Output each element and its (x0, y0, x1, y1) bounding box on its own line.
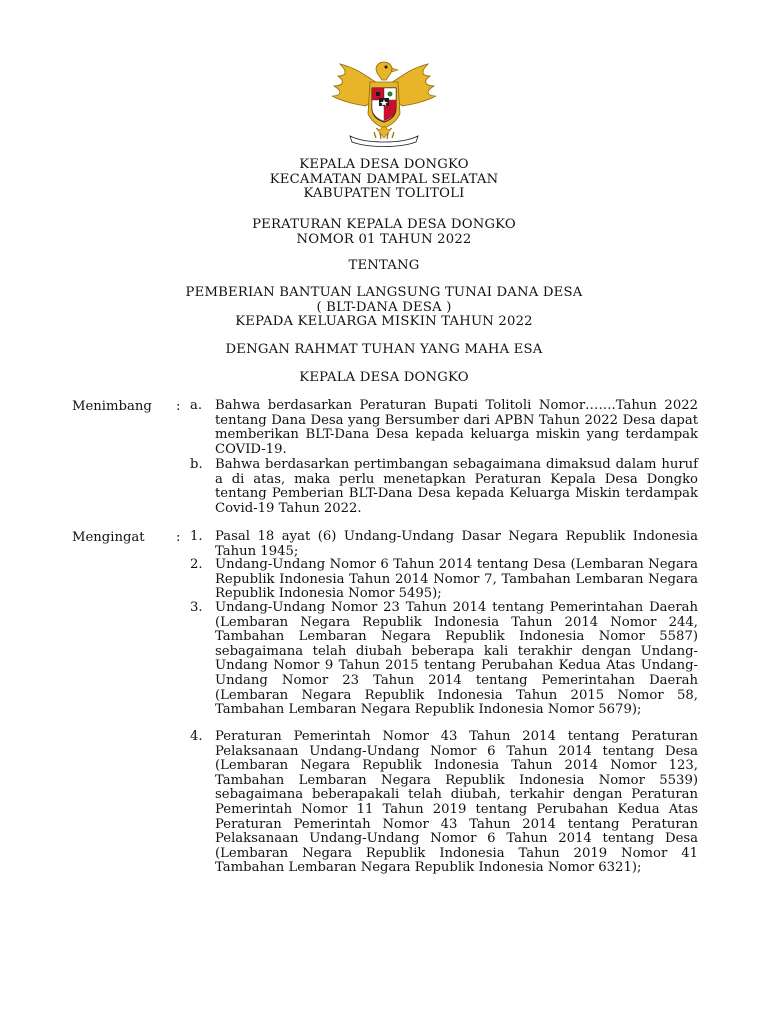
about-heading (0, 259, 768, 274)
mengingat-label: Mengingat (72, 530, 145, 545)
header-line-1: KEPALA DESA DONGKO (299, 157, 469, 172)
menimbang-item-text: Bahwa berdasarkan Peraturan Bupati Tolitoli Nomor…….Tahun 2022 tentang Dana Desa yang Bersumber dari APBN Tahun 2022 Desa dapat memberikan BLT-Dana Desa kepada keluarga miskin yang terdampak COVID-19. (215, 398, 698, 457)
regulation-title-block (0, 218, 768, 247)
authority-text: KEPALA DESA DONGKO (299, 370, 469, 385)
mengingat-item-text: Undang-Undang Nomor 6 Tahun 2014 tentang Desa (Lembaran Negara Republik Indonesia Tahun 2014 Nomor 7, Tambahan Lembaran Negara Republik Indonesia Nomor 5495); (215, 557, 698, 602)
header-line-2: KECAMATAN DAMPAL SELATAN (269, 171, 499, 187)
invocation-text: DENGAN RAHMAT TUHAN YANG MAHA ESA (225, 342, 543, 357)
mengingat-item-1 (190, 530, 698, 559)
menimbang-item-text: Bahwa berdasarkan pertimbangan sebagaimana dimaksud dalam huruf a di atas, maka perlu menetapkan Peraturan Kepala Desa Dongko tentang Pemberian BLT-Dana Desa kepada Keluarga Miskin terdampak Covid-19 Tahun 2022. (215, 457, 698, 516)
menimbang-label: Menimbang (72, 399, 152, 414)
menimbang-item-marker: a. (190, 398, 203, 413)
header-line-3: KABUPATEN TOLITOLI (303, 186, 465, 202)
authority (0, 371, 768, 386)
mengingat-item-marker: 2. (190, 557, 203, 572)
header-block (0, 158, 768, 202)
subject-line-3: KEPADA KELUARGA MISKIN TAHUN 2022 (235, 314, 533, 330)
regulation-number: NOMOR 01 TAHUN 2022 (296, 231, 472, 247)
menimbang-colon: : (176, 399, 181, 414)
mengingat-item-2 (190, 558, 698, 602)
subject-line-2: ( BLT-DANA DESA ) (316, 299, 452, 315)
mengingat-item-marker: 3. (190, 600, 203, 615)
mengingat-item-text: Peraturan Pemerintah Nomor 43 Tahun 2014 tentang Peraturan Pelaksanaan Undang-Undang Nomor 6 Tahun 2014 tentang Desa (Lembaran Negara Republik Indonesia Tahun 2014 Nomor 123, Tambahan Lembaran Negara Republik Indonesia Nomor 5539) sebagaimana beberapakali telah diubah, terkahir dengan Peraturan Pemerintah Nomor 11 Tahun 2019 tentang Perubahan Kedua Atas Peraturan Pemerintah Nomor 43 Tahun 2014 tentang Peraturan Pelaksanaan Undang-Undang Nomor 6 Tahun 2014 tentang Desa (Lembaran Negara Republik Indonesia Tahun 2019 Nomor 41 Tambahan Lembaran Negara Republik Indonesia Nomor 6321); (215, 729, 698, 876)
menimbang-item-marker: b. (190, 457, 203, 472)
about-label: TENTANG (348, 258, 420, 273)
mengingat-item-marker: 1. (190, 529, 203, 544)
subject-block (0, 286, 768, 330)
menimbang-item-b (190, 458, 698, 516)
mengingat-item-text: Undang-Undang Nomor 23 Tahun 2014 tentang Pemerintahan Daerah (Lembaran Negara Republik Indonesia Tahun 2014 Nomor 244, Tambahan Lembaran Negara Republik Indonesia Nomor 5587) sebagaimana telah diubah beberapa kali terakhir dengan Undang-Undang Nomor 9 Tahun 2015 tentang Perubahan Kedua Atas Undang-Undang Nomor 23 Tahun 2014 tentang Pemerintahan Daerah (Lembaran Negara Republik Indonesia Tahun 2015 Nomor 58, Tambahan Lembaran Negara Republik Indonesia Nomor 5679); (215, 600, 698, 718)
mengingat-item-marker: 4. (190, 729, 203, 744)
invocation (0, 343, 768, 358)
regulation-title: PERATURAN KEPALA DESA DONGKO (252, 217, 516, 232)
menimbang-item-a (190, 399, 698, 457)
mengingat-item-4 (190, 730, 698, 876)
mengingat-item-3 (190, 601, 698, 718)
subject-line-1: PEMBERIAN BANTUAN LANGSUNG TUNAI DANA DESA (185, 285, 583, 300)
mengingat-item-text: Pasal 18 ayat (6) Undang-Undang Dasar Negara Republik Indonesia Tahun 1945; (215, 529, 698, 559)
garuda-pancasila-emblem-icon (310, 58, 458, 150)
mengingat-colon: : (176, 530, 181, 545)
